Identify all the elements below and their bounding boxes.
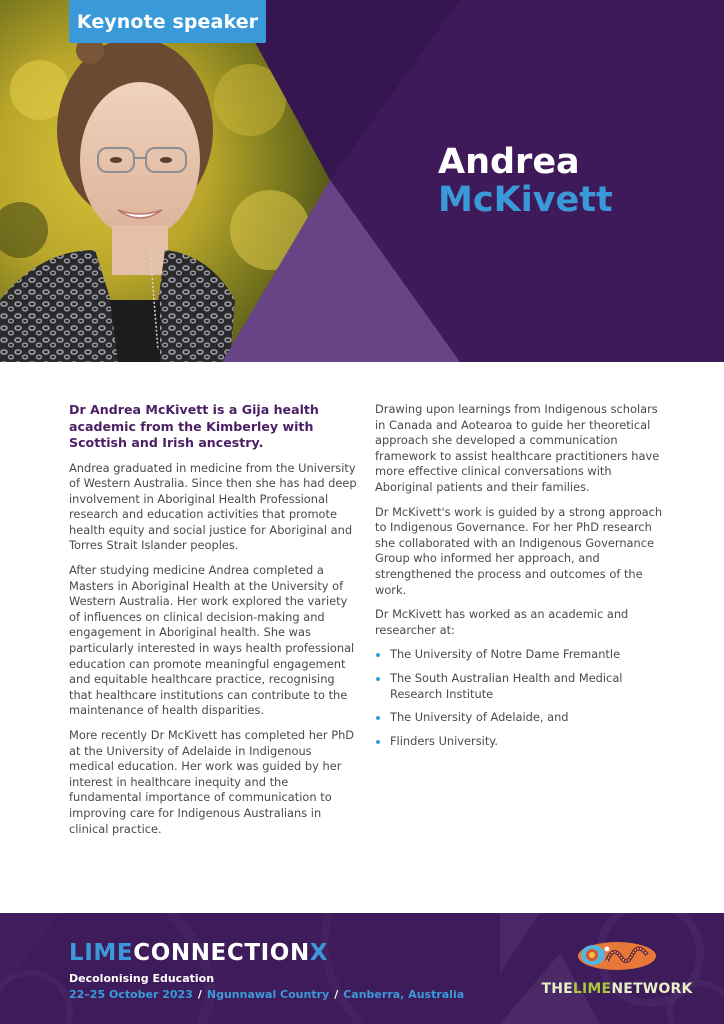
- bio-lead: Dr Andrea McKivett is a Gija health academic from the Kimberley with Scottish and Irish ancestry.: [69, 402, 319, 450]
- lime-network-emblem-icon: [577, 941, 657, 971]
- bio-right-column: [375, 402, 665, 757]
- separator: /: [197, 988, 202, 1001]
- institution-name: The University of Adelaide, and: [390, 710, 569, 725]
- list-item: [375, 734, 665, 750]
- event-location: Canberra, Australia: [343, 988, 465, 1001]
- separator: /: [334, 988, 339, 1001]
- institution-name: The South Australian Health and Medical Research Institute: [390, 670, 623, 701]
- limeconnection-logo: LIMECONNECTIONX: [69, 940, 329, 966]
- bio-paragraph: After studying medicine Andrea completed a Masters in Aboriginal Health at the University of Western Australia. Her work explored the variety of influences on clinical decision-making and engagement in Aboriginal health. She was particularly interested in ways health professional education can promote meaningful engagement and equitable healthcare practice, recognising that healthcare institutions can contribute to the maintenance of health disparities.: [69, 563, 355, 718]
- institution-name: The University of Notre Dame Fremantle: [390, 647, 621, 662]
- bullet-icon: [376, 716, 380, 720]
- keynote-speaker-badge: Keynote speaker: [69, 0, 266, 43]
- bio-paragraph: Dr McKivett has worked as an academic and researcher at:: [375, 607, 629, 637]
- bio-left-column: [69, 402, 359, 846]
- speaker-first-name: Andrea: [438, 142, 580, 182]
- speaker-name: [438, 143, 613, 219]
- list-item: [375, 710, 665, 726]
- bio-paragraph: Andrea graduated in medicine from the University of Western Australia. Since then she has had deep involvement in Aboriginal Health Professional research and education activities that promote health equity and social justice for Aboriginal and Torres Strait Islander peoples.: [69, 460, 357, 553]
- bullet-icon: [376, 740, 380, 744]
- bullet-icon: [376, 653, 380, 657]
- bio-paragraph: More recently Dr McKivett has completed her PhD at the University of Adelaide in Indigenous medical education. Her work was guided by her interest in healthcare inequity and the fundamental importance of communication to improving care for Indigenous Australians in clinical practice.: [69, 728, 355, 836]
- institution-name: Flinders University.: [390, 733, 499, 748]
- bio-paragraph: Dr McKivett's work is guided by a strong approach to Indigenous Governance. For her PhD research she collaborated with an Indigenous Governance Group who informed her approach, and strengthened the process and outcomes of the work.: [375, 504, 663, 597]
- lime-network-logo: [541, 937, 693, 1007]
- event-footer: [0, 913, 724, 1024]
- speaker-last-name: McKivett: [438, 180, 613, 220]
- hero-background: [0, 0, 724, 362]
- list-item: [375, 647, 665, 663]
- event-dates: 22–25 October 2023: [69, 988, 193, 1001]
- lime-network-wordmark: THELIMENETWORK: [541, 981, 693, 997]
- institutions-list: [375, 647, 665, 749]
- conference-tagline: Decolonising Education: [69, 972, 215, 985]
- list-item: [375, 671, 665, 702]
- event-details: [69, 988, 464, 1001]
- bio-paragraph: Drawing upon learnings from Indigenous scholars in Canada and Aotearoa to guide her theoretical approach she developed a communication framework to assist healthcare practitioners have more effective clinical conversations with Aboriginal patients and their families.: [375, 402, 660, 494]
- event-country: Ngunnawal Country: [206, 988, 330, 1001]
- bullet-icon: [376, 677, 380, 681]
- speaker-hero: [0, 0, 724, 362]
